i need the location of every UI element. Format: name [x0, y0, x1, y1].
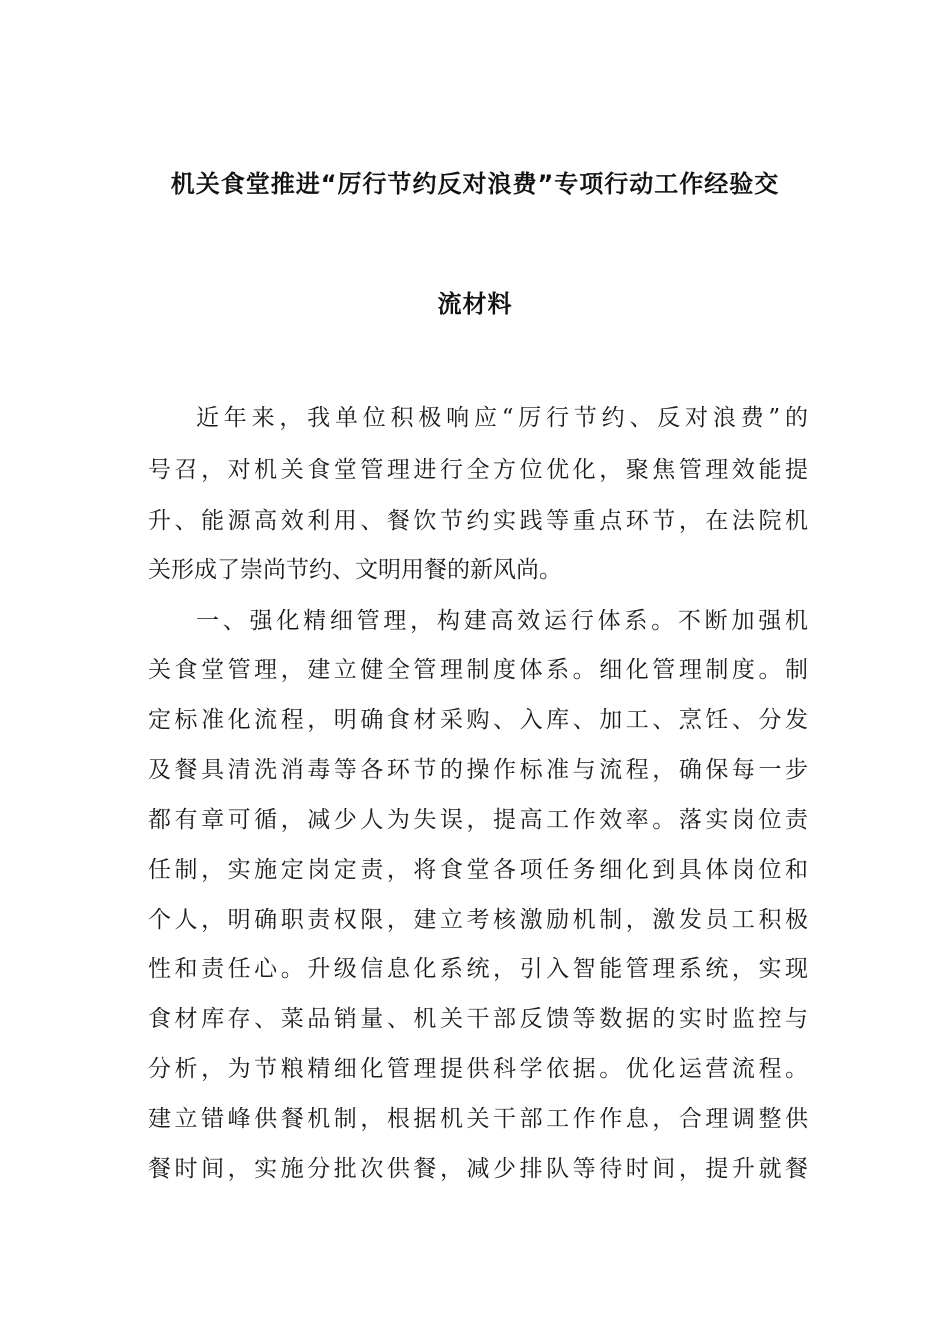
paragraph-2-line-3: 定标准化流程，明确食材采购、入库、加工、烹饪、分发: [148, 707, 808, 733]
paragraph-2-line-2: 关食堂管理，建立健全管理制度体系。细化管理制度。制: [148, 657, 808, 683]
document-title-line-2: 流材料: [437, 290, 513, 318]
paragraph-1-line-1: 近年来，我单位积极响应“厉行节约、反对浪费”的: [196, 405, 808, 431]
paragraph-1-line-2: 号召，对机关食堂管理进行全方位优化，聚焦管理效能提: [148, 457, 808, 483]
paragraph-1-line-4: 关形成了崇尚节约、文明用餐的新风尚。: [148, 557, 562, 583]
paragraph-2-line-8: 性和责任心。升级信息化系统，引入智能管理系统，实现: [148, 956, 808, 982]
paragraph-2-line-12: 餐时间，实施分批次供餐，减少排队等待时间，提升就餐: [148, 1156, 808, 1182]
paragraph-2-line-11: 建立错峰供餐机制，根据机关干部工作作息，合理调整供: [148, 1106, 808, 1132]
paragraph-1-line-3: 升、能源高效利用、餐饮节约实践等重点环节，在法院机: [148, 508, 808, 534]
paragraph-2-line-5: 都有章可循，减少人为失误，提高工作效率。落实岗位责: [148, 807, 808, 833]
paragraph-2-line-6: 任制，实施定岗定责，将食堂各项任务细化到具体岗位和: [148, 857, 808, 883]
paragraph-2-line-7: 个人，明确职责权限，建立考核激励机制，激发员工积极: [148, 907, 808, 933]
paragraph-2-line-10: 分析，为节粮精细化管理提供科学依据。优化运营流程。: [148, 1056, 808, 1082]
paragraph-2-line-4: 及餐具清洗消毒等各环节的操作标准与流程，确保每一步: [148, 757, 808, 783]
document-title-line-1: 机关食堂推进“厉行节约反对浪费”专项行动工作经验交: [170, 170, 780, 198]
paragraph-2-line-1: 一、强化精细管理，构建高效运行体系。不断加强机: [196, 608, 808, 634]
paragraph-2-line-9: 食材库存、菜品销量、机关干部反馈等数据的实时监控与: [148, 1006, 808, 1032]
